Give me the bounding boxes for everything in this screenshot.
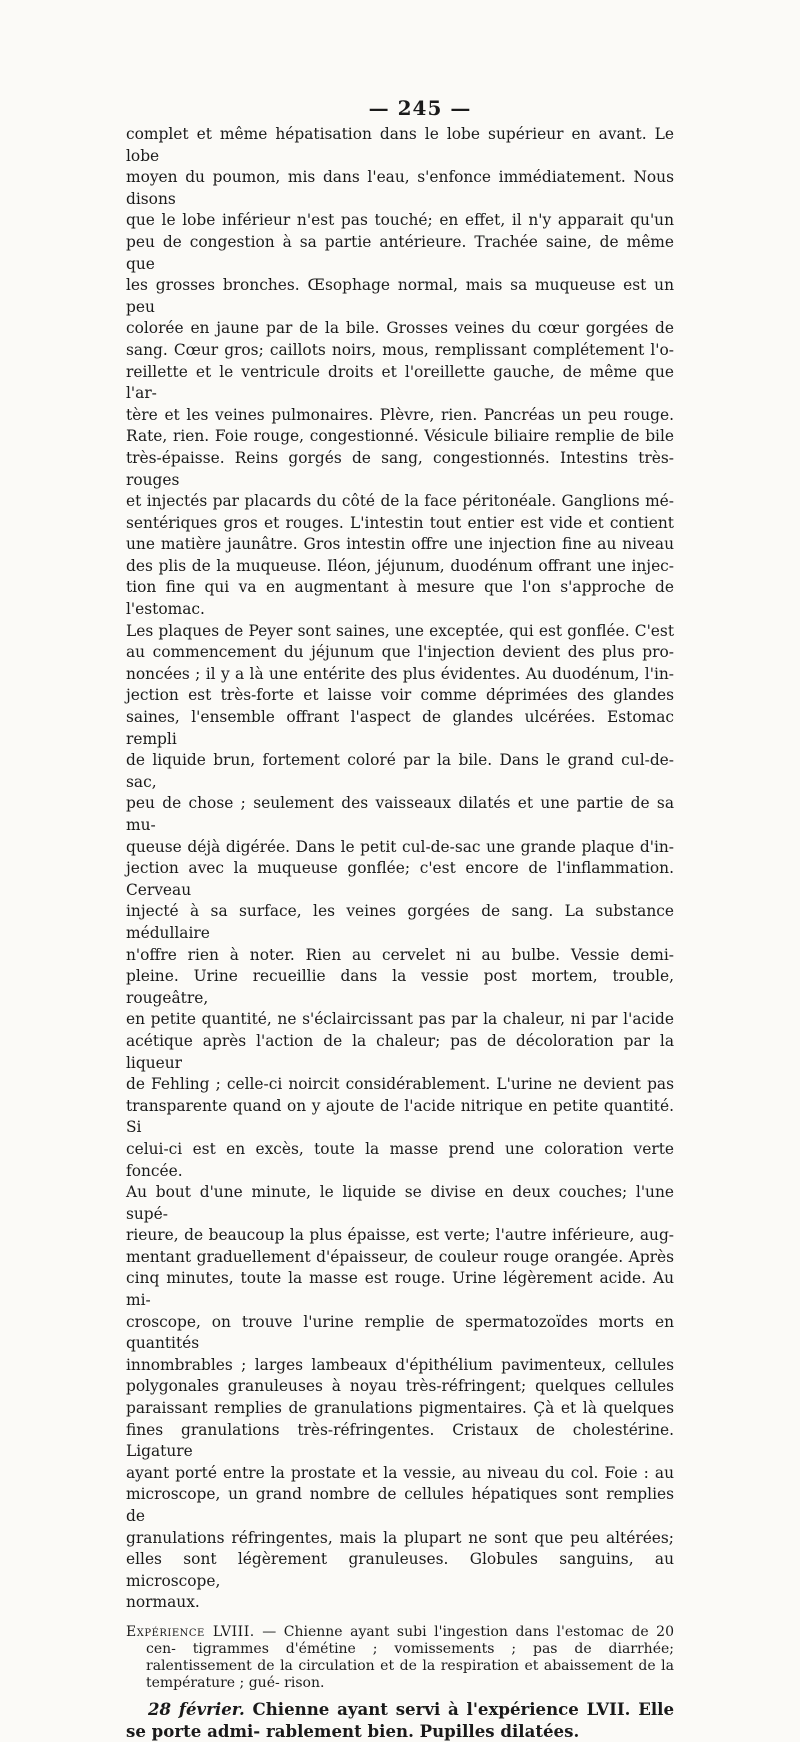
text-line: n'offre rien à noter. Rien au cervelet ni au bulbe. Vessie demi- (126, 945, 674, 964)
text-line: de liquide brun, fortement coloré par la bile. Dans le grand cul-de-sac, (126, 751, 674, 791)
text-line: sang. Cœur gros; caillots noirs, mous, remplissant complétement l'o- (126, 340, 674, 359)
text-line: normaux. (126, 1593, 200, 1612)
text-line: très-épaisse. Reins gorgés de sang, congestionnés. Intestins très-rouges (126, 448, 674, 489)
experience-paragraph (126, 1624, 674, 1692)
text-line: paraissant remplies de granulations pigmentaires. Çà et là quelques (126, 1399, 674, 1418)
text-line: transparente quand on y ajoute de l'acide nitrique en petite quantité. Si (126, 1096, 674, 1137)
text-line: cinq minutes, toute la masse est rouge. Urine légèrement acide. Au mi- (126, 1269, 674, 1310)
text-line: que le lobe inférieur n'est pas touché; en effet, il n'y apparait qu'un (126, 211, 674, 230)
date-paragraph-text: Chienne ayant servi à l'expérience LVII. Elle se porte admi- rablement bien. Pupilles dilatées. (126, 1698, 675, 1741)
text-line: rieure, de beaucoup la plus épaisse, est verte; l'autre inférieure, aug- (126, 1226, 674, 1245)
experience-text: — Chienne ayant subi l'ingestion dans l'estomac de 20 cen- tigrammes d'émétine ; vomissements ; pas de diarrhée; ralentissement de la circulation et de la respiration et abaissement de la température ; gué- rison. (146, 1623, 674, 1691)
text-line: sentériques gros et rouges. L'intestin tout entier est vide et contient (126, 513, 674, 532)
text-line: celui-ci est en excès, toute la masse prend une coloration verte foncée. (126, 1139, 674, 1180)
page-number: — 245 — (368, 96, 472, 120)
text-line: en petite quantité, ne s'éclaircissant pas par la chaleur, ni par l'acide (126, 1010, 674, 1029)
text-line: reillette et le ventricule droits et l'oreillette gauche, de même que l'ar- (126, 362, 674, 403)
body-text (126, 124, 674, 1614)
date-paragraph (126, 1698, 674, 1742)
text-line: de Fehling ; celle-ci noircit considérablement. L'urine ne devient pas (126, 1075, 674, 1094)
text-line: peu de congestion à sa partie antérieure. Trachée saine, de même que (126, 232, 674, 273)
text-line: tion fine qui va en augmentant à mesure que l'on s'approche de l'estomac. (126, 578, 674, 619)
text-line: Rate, rien. Foie rouge, congestionné. Vésicule biliaire remplie de bile (126, 427, 674, 446)
text-line: au commencement du jéjunum que l'injection devient des plus pro- (126, 643, 674, 662)
text-line: microscope, un grand nombre de cellules hépatiques sont remplies de (126, 1485, 674, 1525)
text-line: tère et les veines pulmonaires. Plèvre, rien. Pancréas un peu rouge. (126, 405, 674, 424)
text-line: peu de chose ; seulement des vaisseaux dilatés et une partie de sa mu- (126, 794, 674, 834)
text-line: les grosses bronches. Œsophage normal, mais sa muqueuse est un peu (126, 276, 674, 316)
text-line: injecté à sa surface, les veines gorgées de sang. La substance médullaire (126, 902, 674, 942)
text-line: queuse déjà digérée. Dans le petit cul-de-sac une grande plaque d'in- (126, 837, 674, 856)
text-line: complet et même hépatisation dans le lobe supérieur en avant. Le lobe (126, 125, 674, 165)
text-line: colorée en jaune par de la bile. Grosses veines du cœur gorgées de (126, 319, 674, 338)
text-line: croscope, on trouve l'urine remplie de spermatozoïdes morts en quantités (126, 1312, 674, 1353)
text-line: une matière jaunâtre. Gros intestin offre une injection fine au niveau (126, 535, 674, 554)
text-line: granulations réfringentes, mais la plupart ne sont que peu altérées; (126, 1528, 674, 1547)
text-line: elles sont légèrement granuleuses. Globules sanguins, au microscope, (126, 1550, 674, 1590)
text-line: et injectés par placards du côté de la face péritonéale. Ganglions mé- (126, 492, 674, 511)
text-line: Les plaques de Peyer sont saines, une exceptée, qui est gonflée. C'est (126, 621, 674, 640)
text-line: des plis de la muqueuse. Iléon, jéjunum, duodénum offrant une injec- (126, 556, 674, 575)
text-line: noncées ; il y a là une entérite des plus évidentes. Au duodénum, l'in- (126, 664, 674, 683)
text-line: innombrables ; larges lambeaux d'épithélium pavimenteux, cellules (126, 1355, 674, 1374)
text-line: pleine. Urine recueillie dans la vessie post mortem, trouble, rougeâtre, (126, 967, 674, 1007)
experience-label: Expérience LVIII. (126, 1623, 255, 1640)
text-line: moyen du poumon, mis dans l'eau, s'enfonce immédiatement. Nous disons (126, 168, 674, 208)
text-line: acétique après l'action de la chaleur; pas de décoloration par la liqueur (126, 1031, 674, 1072)
text-line: fines granulations très-réfringentes. Cristaux de cholestérine. Ligature (126, 1420, 674, 1461)
text-line: saines, l'ensemble offrant l'aspect de glandes ulcérées. Estomac rempli (126, 708, 674, 748)
text-line: ayant porté entre la prostate et la vessie, au niveau du col. Foie : au (126, 1463, 674, 1482)
date-label: 28 février. (148, 1698, 245, 1719)
text-line: mentant graduellement d'épaisseur, de couleur rouge orangée. Après (126, 1247, 674, 1266)
text-line: jection avec la muqueuse gonflée; c'est encore de l'inflammation. Cerveau (126, 859, 674, 899)
text-line: polygonales granuleuses à noyau très-réfringent; quelques cellules (126, 1377, 674, 1396)
text-line: Au bout d'une minute, le liquide se divise en deux couches; l'une supé- (126, 1183, 674, 1223)
text-line: jection est très-forte et laisse voir comme déprimées des glandes (126, 686, 674, 705)
